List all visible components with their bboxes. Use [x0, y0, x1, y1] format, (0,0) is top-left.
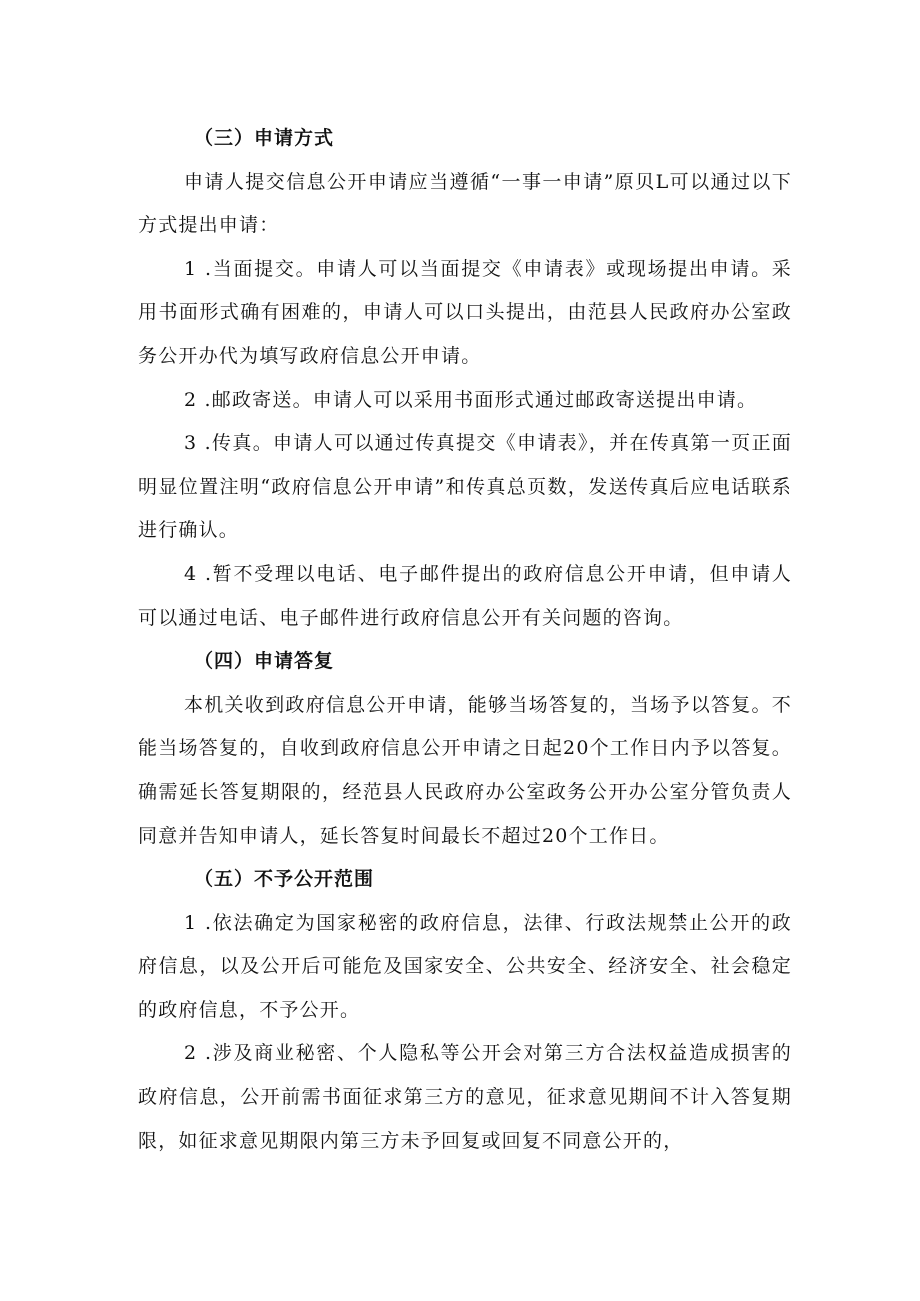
- list-item-in-person: 1 .当面提交。申请人可以当面提交《申请表》或现场提出申请。采用书面形式确有困难的，申请人可以口头提出，由范县人民政府办公室政务公开办代为填写政府信息公开申请。: [138, 257, 792, 367]
- list-item-phone-email: 4 .暂不受理以电话、电子邮件提出的政府信息公开申请，但申请人可以通过电话、电子邮件进行政府信息公开有关问题的咨询。: [138, 562, 792, 629]
- list-item-third-party: 2 .涉及商业秘密、个人隐私等公开会对第三方合法权益造成损害的政府信息，公开前需书面征求第三方的意见，征求意见期间不计入答复期限，如征求意见期限内第三方未予回复或回复不同意公开的，: [138, 1042, 792, 1152]
- list-item-fax: 3 .传真。申请人可以通过传真提交《申请表》，并在传真第一页正面明显位置注明“政府信息公开申请”和传真总页数，发送传真后应电话联系进行确认。: [138, 432, 792, 542]
- document-body: [138, 117, 792, 1163]
- section-heading-reply: （四）申请答复: [194, 650, 335, 673]
- section-heading-application-method: （三）申请方式: [194, 127, 335, 149]
- list-item-postal: 2 .邮政寄送。申请人可以采用书面形式通过邮政寄送提出申请。: [184, 388, 758, 411]
- section-intro-application-method: 申请人提交信息公开申请应当遵循“一事一申请”原贝L可以通过以下方式提出申请：: [138, 170, 792, 237]
- section-heading-exemptions: （五）不予公开范围: [194, 868, 375, 891]
- section-body-reply: 本机关收到政府信息公开申请，能够当场答复的，当场予以答复。不能当场答复的，自收到政府信息公开申请之日起20个工作日内予以答复。确需延长答复期限的，经范县人民政府办公室政务公开办公室分管负责人同意并告知申请人，延长答复时间最长不超过20个工作日。: [138, 693, 792, 847]
- list-item-state-secrets: 1 .依法确定为国家秘密的政府信息，法律、行政法规禁止公开的政府信息，以及公开后可能危及国家安全、公共安全、经济安全、社会稳定的政府信息，不予公开。: [138, 911, 792, 1021]
